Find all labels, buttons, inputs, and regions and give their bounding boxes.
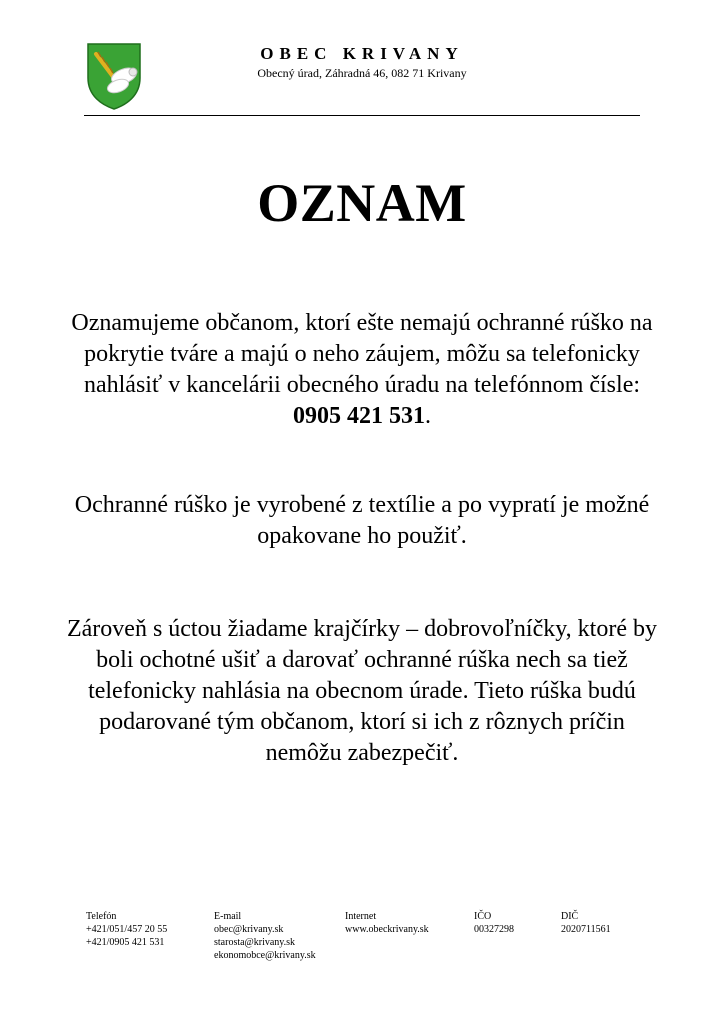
footer-email-line[interactable]: starosta@krivany.sk <box>214 937 296 948</box>
footer-phone-line: +421/0905 421 531 <box>86 937 165 948</box>
footer-internet <box>345 910 429 936</box>
notice-paragraph-1 <box>60 308 664 432</box>
notice-paragraph-2: Ochranné rúško je vyrobené z textílie a po vypratí je možné opakovane ho použiť. <box>74 492 650 549</box>
municipality-title: OBEC KRIVANY <box>260 44 464 63</box>
footer-website-link[interactable]: www.obeckrivany.sk <box>345 924 429 935</box>
office-address: Obecný úrad, Záhradná 46, 082 71 Krivany <box>257 66 467 80</box>
footer-internet-label: Internet <box>345 911 377 922</box>
footer-phone-line: +421/051/457 20 55 <box>86 924 168 935</box>
footer-phone-label: Telefón <box>86 911 117 922</box>
footer-phone <box>86 910 167 949</box>
footer-email-label: E-mail <box>214 911 242 922</box>
paragraph-1-end: . <box>425 403 431 429</box>
header-divider <box>84 115 640 116</box>
footer-dic <box>561 910 611 936</box>
paragraph-1-text: Oznamujeme občanom, ktorí ešte nemajú ochranné rúško na pokrytie tváre a majú o neho záujem, môžu sa telefonicky nahlásiť v kancelárii obecného úradu na telefónnom čísle: <box>71 310 653 398</box>
footer-email-line[interactable]: ekonomobce@krivany.sk <box>214 950 316 961</box>
footer-email <box>214 910 316 962</box>
footer-dic-label: DIČ <box>561 911 579 922</box>
footer-ico-label: IČO <box>474 911 492 922</box>
notice-paragraph-3: Zároveň s úctou žiadame krajčírky – dobrovoľníčky, ktoré by boli ochotné ušiť a darovať ochranné rúška nech sa tiež telefonicky nahlásia na obecnom úrade. Tieto rúška budú podarované tým občanom, ktorí si ich z rôznych príčin nemôžu zabezpečiť. <box>66 616 657 766</box>
footer-ico <box>474 910 514 936</box>
notice-headline: OZNAM <box>257 173 467 233</box>
footer-ico-value: 00327298 <box>474 924 514 935</box>
footer-dic-value: 2020711561 <box>561 924 611 935</box>
footer-email-line[interactable]: obec@krivany.sk <box>214 924 284 935</box>
phone-number: 0905 421 531 <box>293 403 425 429</box>
